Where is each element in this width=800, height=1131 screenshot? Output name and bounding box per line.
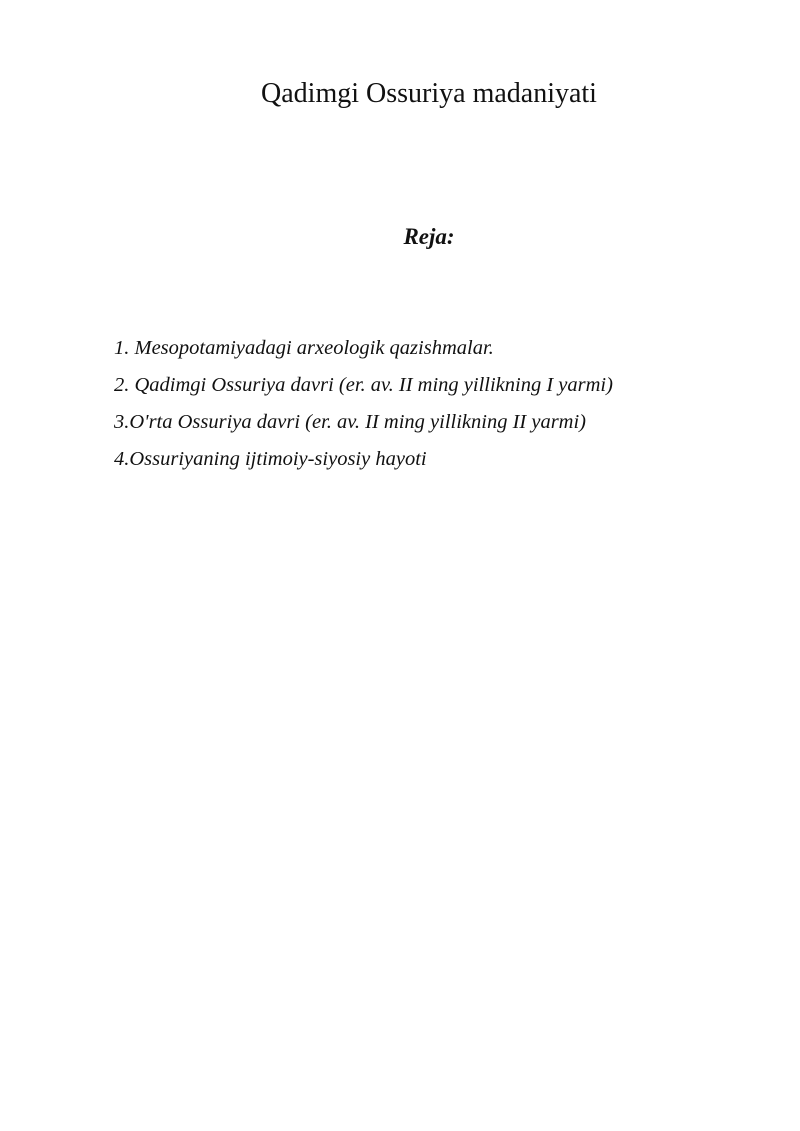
plan-heading: Reja: <box>403 224 455 249</box>
plan-list <box>114 330 613 478</box>
plan-item-1: 1. Mesopotamiyadagi arxeologik qazishmalar. <box>114 337 494 359</box>
plan-item-2: 2. Qadimgi Ossuriya davri (er. av. II ming yillikning I yarmi) <box>114 374 613 396</box>
document-title: Qadimgi Ossuriya madaniyati <box>261 78 597 109</box>
plan-item-3: 3.O'rta Ossuriya davri (er. av. II ming yillikning II yarmi) <box>114 411 587 433</box>
plan-item-4: 4.Ossuriyaning ijtimoiy-siyosiy hayoti <box>114 448 427 470</box>
